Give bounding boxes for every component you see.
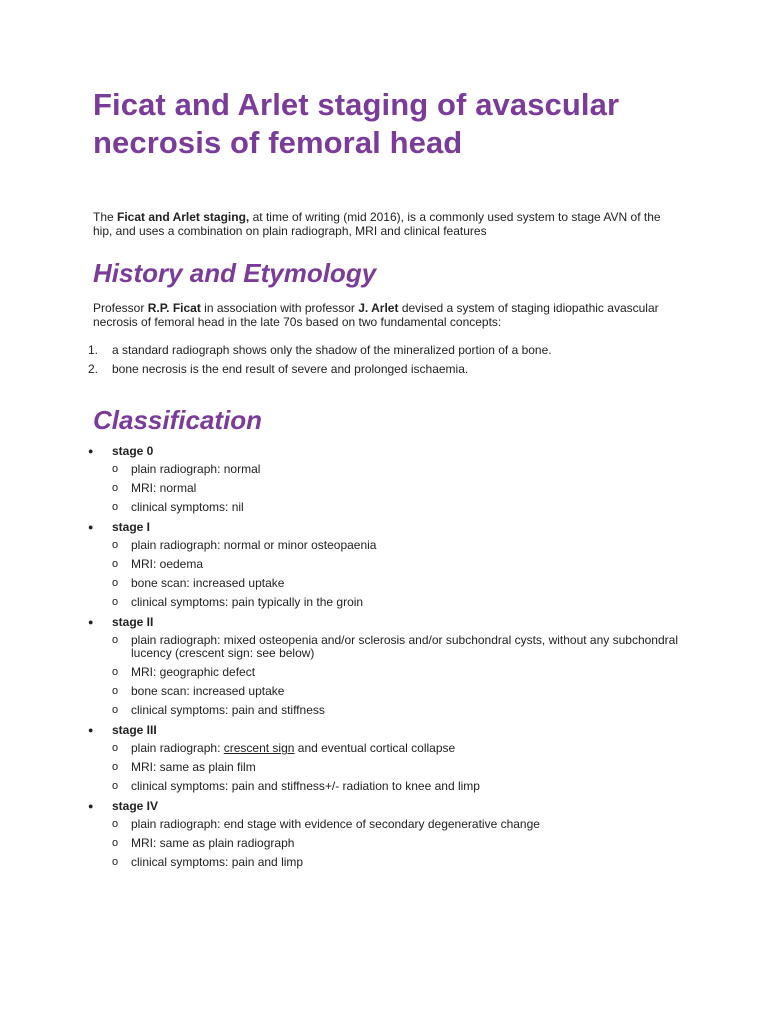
circle-bullet-icon: o — [112, 704, 119, 716]
intro-bold: Ficat and Arlet staging, — [117, 210, 250, 224]
stage-name: stage IV — [112, 799, 159, 813]
detail-item — [112, 577, 683, 590]
detail-text: clinical symptoms: pain typically in the groin — [131, 595, 364, 609]
history-text-pre: Professor — [93, 301, 148, 315]
stage-item-2 — [88, 615, 683, 717]
detail-item — [112, 742, 683, 755]
circle-bullet-icon: o — [112, 837, 119, 849]
history-text-mid: in association with professor — [200, 301, 359, 315]
stage-details — [112, 742, 683, 793]
detail-item — [112, 634, 683, 660]
stages-list — [88, 444, 683, 869]
detail-text: bone scan: increased uptake — [131, 684, 285, 698]
list-number: 1. — [88, 343, 99, 357]
intro-pre: The — [93, 210, 118, 224]
concept-text: a standard radiograph shows only the shadow of the mineralized portion of a bone. — [112, 343, 552, 357]
detail-item — [112, 463, 683, 476]
concepts-list — [88, 343, 683, 376]
detail-text: clinical symptoms: pain and stiffness+/- radiation to knee and limp — [131, 779, 480, 793]
detail-item — [112, 501, 683, 514]
detail-item — [112, 818, 683, 831]
detail-item — [112, 856, 683, 869]
stage-details — [112, 818, 683, 869]
stage-details — [112, 463, 683, 514]
detail-text: plain radiograph: normal or minor osteopaenia — [131, 538, 377, 552]
intro-post: at time of writing (mid 2016), is a commonly used system to stage AVN of the hip, and uses a combination on plain radiograph, MRI and clinical features — [93, 210, 661, 238]
circle-bullet-icon: o — [112, 818, 119, 830]
circle-bullet-icon: o — [112, 856, 119, 868]
stage-name: stage I — [112, 520, 151, 534]
stage-name: stage III — [112, 723, 157, 737]
stage-item-1 — [88, 520, 683, 609]
history-paragraph — [93, 301, 683, 329]
stage-name: stage II — [112, 615, 154, 629]
circle-bullet-icon: o — [112, 463, 119, 475]
bullet-icon: ● — [88, 801, 94, 811]
detail-text: clinical symptoms: pain and stiffness — [131, 703, 325, 717]
circle-bullet-icon: o — [112, 558, 119, 570]
stage-item-3 — [88, 723, 683, 793]
stage-details — [112, 634, 683, 717]
detail-item — [112, 837, 683, 850]
stage-item-4 — [88, 799, 683, 869]
circle-bullet-icon: o — [112, 780, 119, 792]
circle-bullet-icon: o — [112, 742, 119, 754]
detail-item — [112, 666, 683, 679]
detail-item — [112, 482, 683, 495]
detail-item — [112, 780, 683, 793]
circle-bullet-icon: o — [112, 761, 119, 773]
detail-text: MRI: geographic defect — [131, 665, 256, 679]
detail-text: MRI: same as plain radiograph — [131, 836, 295, 850]
history-bold-arlet: J. Arlet — [358, 301, 399, 315]
concept-text: bone necrosis is the end result of severe and prolonged ischaemia. — [112, 362, 469, 376]
detail-text: clinical symptoms: nil — [131, 500, 244, 514]
detail-item — [112, 704, 683, 717]
intro-paragraph — [93, 210, 683, 238]
circle-bullet-icon: o — [112, 577, 119, 589]
circle-bullet-icon: o — [112, 596, 119, 608]
detail-text-pre: plain radiograph: — [131, 741, 224, 755]
history-bold-ficat: R.P. Ficat — [147, 301, 201, 315]
detail-item — [112, 539, 683, 552]
stage-details — [112, 539, 683, 609]
detail-item — [112, 761, 683, 774]
circle-bullet-icon: o — [112, 634, 119, 646]
concept-item — [88, 362, 683, 376]
detail-item — [112, 685, 683, 698]
stage-name: stage 0 — [112, 444, 154, 458]
detail-item — [112, 596, 683, 609]
bullet-icon: ● — [88, 725, 94, 735]
circle-bullet-icon: o — [112, 482, 119, 494]
document-page — [88, 86, 683, 875]
detail-text: plain radiograph: normal — [131, 462, 261, 476]
page-title: Ficat and Arlet staging of avascular necrosis of femoral head — [93, 87, 620, 160]
bullet-icon: ● — [88, 446, 94, 456]
detail-text: MRI: same as plain film — [131, 760, 256, 774]
list-number: 2. — [88, 362, 99, 376]
circle-bullet-icon: o — [112, 685, 119, 697]
classification-heading: Classification — [93, 405, 263, 435]
bullet-icon: ● — [88, 522, 94, 532]
detail-text: MRI: normal — [131, 481, 197, 495]
circle-bullet-icon: o — [112, 501, 119, 513]
concept-item — [88, 343, 683, 357]
history-heading: History and Etymology — [93, 258, 377, 288]
crescent-sign-link[interactable]: crescent sign — [223, 741, 295, 755]
detail-text-post: and eventual cortical collapse — [294, 741, 456, 755]
detail-text: plain radiograph: mixed osteopenia and/or sclerosis and/or subchondral cysts, without any subchondral lucency (crescent sign: see below) — [131, 633, 678, 660]
detail-text: plain radiograph: end stage with evidence of secondary degenerative change — [131, 817, 540, 831]
detail-text: bone scan: increased uptake — [131, 576, 285, 590]
circle-bullet-icon: o — [112, 539, 119, 551]
circle-bullet-icon: o — [112, 666, 119, 678]
detail-text: MRI: oedema — [131, 557, 204, 571]
stage-item-0 — [88, 444, 683, 514]
history-text-post: devised a system of staging idiopathic avascular necrosis of femoral head in the late 70s based on two fundamental concepts: — [93, 301, 659, 329]
detail-text: clinical symptoms: pain and limp — [131, 855, 304, 869]
detail-item — [112, 558, 683, 571]
bullet-icon: ● — [88, 617, 94, 627]
